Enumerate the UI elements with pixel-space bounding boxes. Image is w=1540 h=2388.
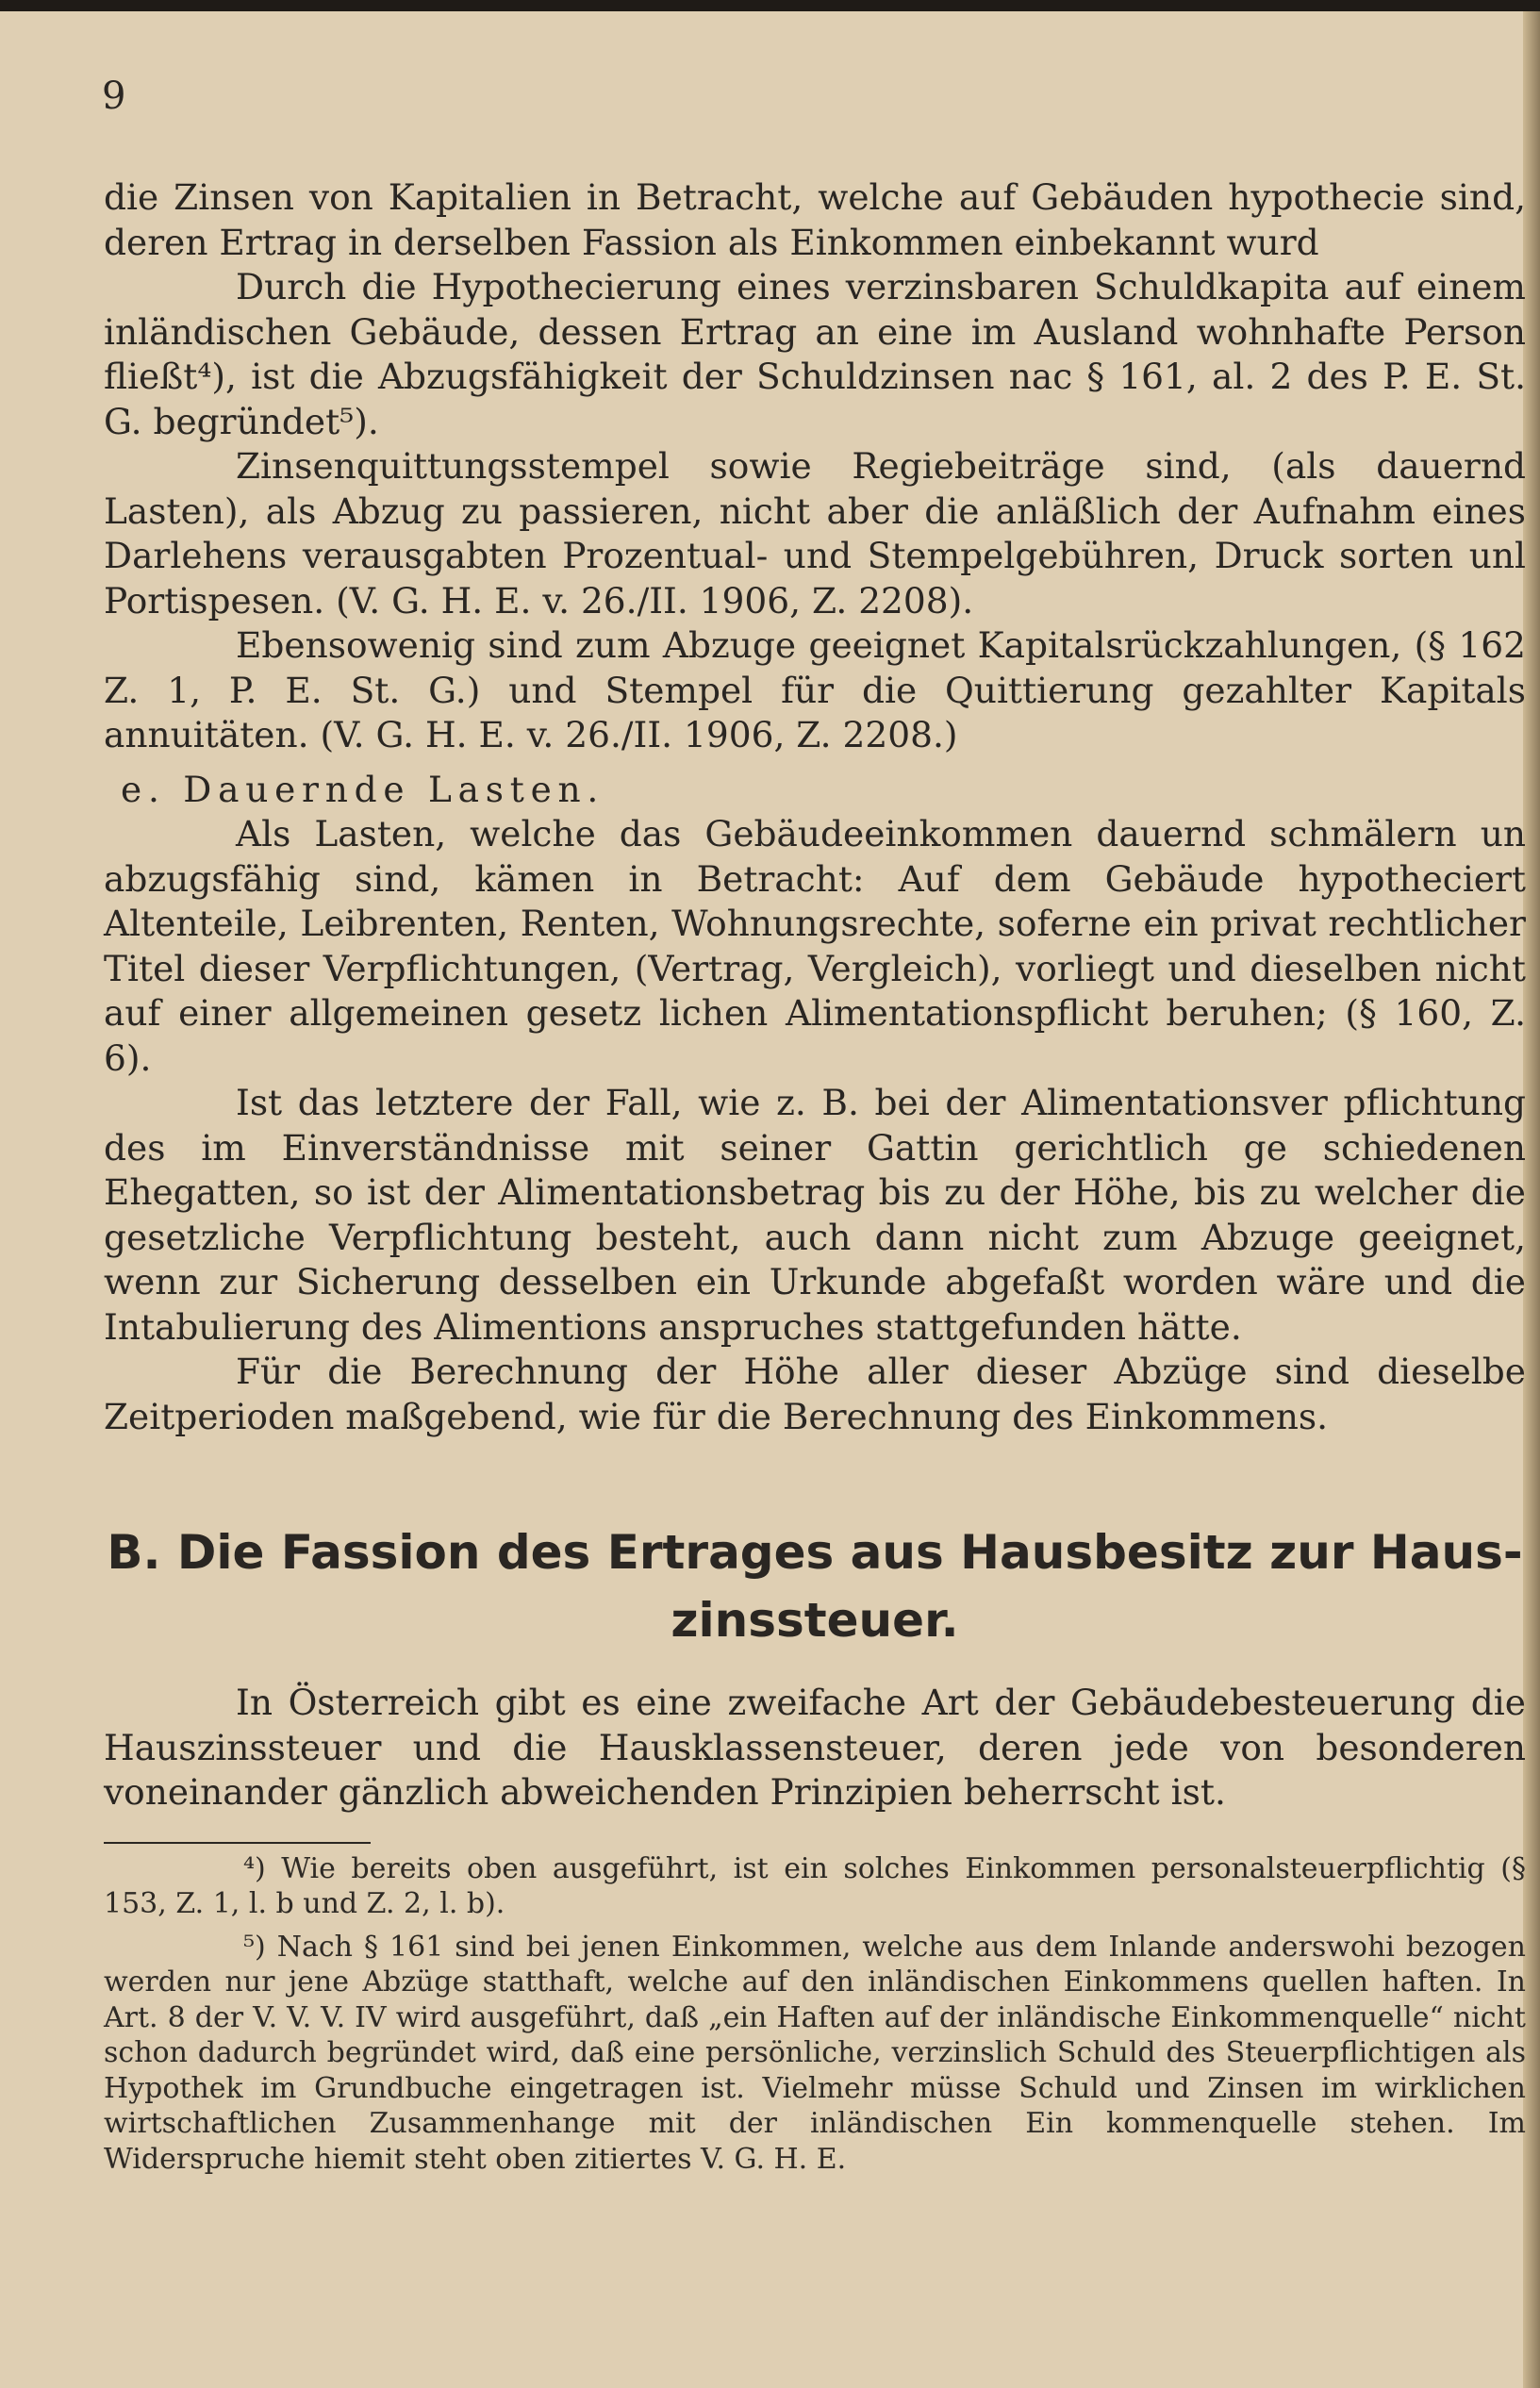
paragraph-oesterreich: In Österreich gibt es eine zweifache Art der Gebäudebesteuerung die Hauszinssteuer und die Hausklassensteuer, deren jede von besonderen voneinander gänzlich abweichenden Prinzipien beherrscht ist. (104, 1682, 1526, 1813)
paragraph-hypothecierung: Durch die Hypothecierung eines verzinsbaren Schuldkapita auf einem inländischen Gebäude, dessen Ertrag an eine im Ausland wohnhafte Person fließt⁴), ist die Abzugsfähigkeit der Schuldzinsen nac § 161, al. 2 des P. E. St. G. begründet⁵). (104, 266, 1526, 442)
page-number: 9 (102, 75, 126, 118)
paragraph-zinsenquittungsstempel: Zinsenquittungsstempel sowie Regiebeiträge sind, (als dauernd Lasten), als Abzug zu passieren, nicht aber die anläßlich der Aufnahm eines Darlehens verausgabten Prozentual- und Stempelgebühren, Druck sorten unl Portispesen. (V. G. H. E. v. 26./II. 1906, Z. 2208). (104, 445, 1526, 622)
footnote-divider (104, 1842, 371, 1844)
section-title-line-2: zinssteuer. (671, 1593, 959, 1648)
paragraph-berechnung: Für die Berechnung der Höhe aller dieser Abzüge sind dieselbe Zeitperioden maßgebend, wie für die Berechnung des Einkommens. (104, 1351, 1526, 1437)
section-title-line-1: B. Die Fassion des Ertrages aus Hausbesitz zur Haus- (107, 1525, 1523, 1580)
footnote-4: ⁴) Wie bereits oben ausgeführt, ist ein solches Einkommen personalsteuerpflichtig (§ 153, Z. 1, l. b und Z. 2, l. b). (104, 1851, 1526, 1920)
section-title-b (104, 1520, 1526, 1652)
paragraph-zinsen: die Zinsen von Kapitalien in Betracht, welche auf Gebäuden hypothecie sind, deren Ertrag in derselben Fassion als Einkommen einbekannt wurd (104, 176, 1526, 263)
paragraph-ebensowenig: Ebensowenig sind zum Abzuge geeignet Kapitalsrückzahlungen, (§ 162 Z. 1, P. E. St. G.) und Stempel für die Quittierung gezahlter Kapitals annuitäten. (V. G. H. E. v. 26./II. 1906, Z. 2208.) (104, 624, 1526, 755)
subheading-dauernde-lasten: e. Dauernde Lasten. (121, 768, 605, 810)
paragraph-alimentation: Ist das letztere der Fall, wie z. B. bei der Alimentationsver pflichtung des im Einverständnisse mit seiner Gattin gerichtlich ge schiedenen Ehegatten, so ist der Alimentationsbetrag bis zu der Höhe, bis zu welcher die gesetzliche Verpflichtung besteht, auch dann nicht zum Abzuge geeignet, wenn zur Sicherung desselben ein Urkunde abgefaßt worden wäre und die Intabulierung des Alimentions anspruches stattgefunden hätte. (104, 1082, 1526, 1348)
paragraph-lasten: Als Lasten, welche das Gebäudeeinkommen dauernd schmälern un abzugsfähig sind, kämen in Betracht: Auf dem Gebäude hypotheciert Altenteile, Leibrenten, Renten, Wohnungsrechte, soferne ein privat rechtlicher Titel dieser Verpflichtungen, (Vertrag, Vergleich), vorliegt und dieselben nicht auf einer allgemeinen gesetz lichen Alimentationspflicht beruhen; (§ 160, Z. 6). (104, 813, 1526, 1079)
footnote-5: ⁵) Nach § 161 sind bei jenen Einkommen, welche aus dem Inlande anderswohi bezogen werden nur jene Abzüge statthaft, welche auf den inländischen Einkommens quellen haften. In Art. 8 der V. V. V. IV wird ausgeführt, daß „ein Haften auf der inländische Einkommenquelle“ nicht schon dadurch begründet wird, daß eine persönliche, verzinslich Schuld des Steuerpflichtigen als Hypothek im Grundbuche eingetragen ist. Vielmehr müsse Schuld und Zinsen im wirklichen wirtschaftlichen Zusammenhange mit der inländischen Ein kommenquelle stehen. Im Widerspruche hiemit steht oben zitiertes V. G. H. E. (104, 1930, 1526, 2176)
scan-top-border (0, 0, 1540, 11)
page-content (104, 175, 1526, 2177)
